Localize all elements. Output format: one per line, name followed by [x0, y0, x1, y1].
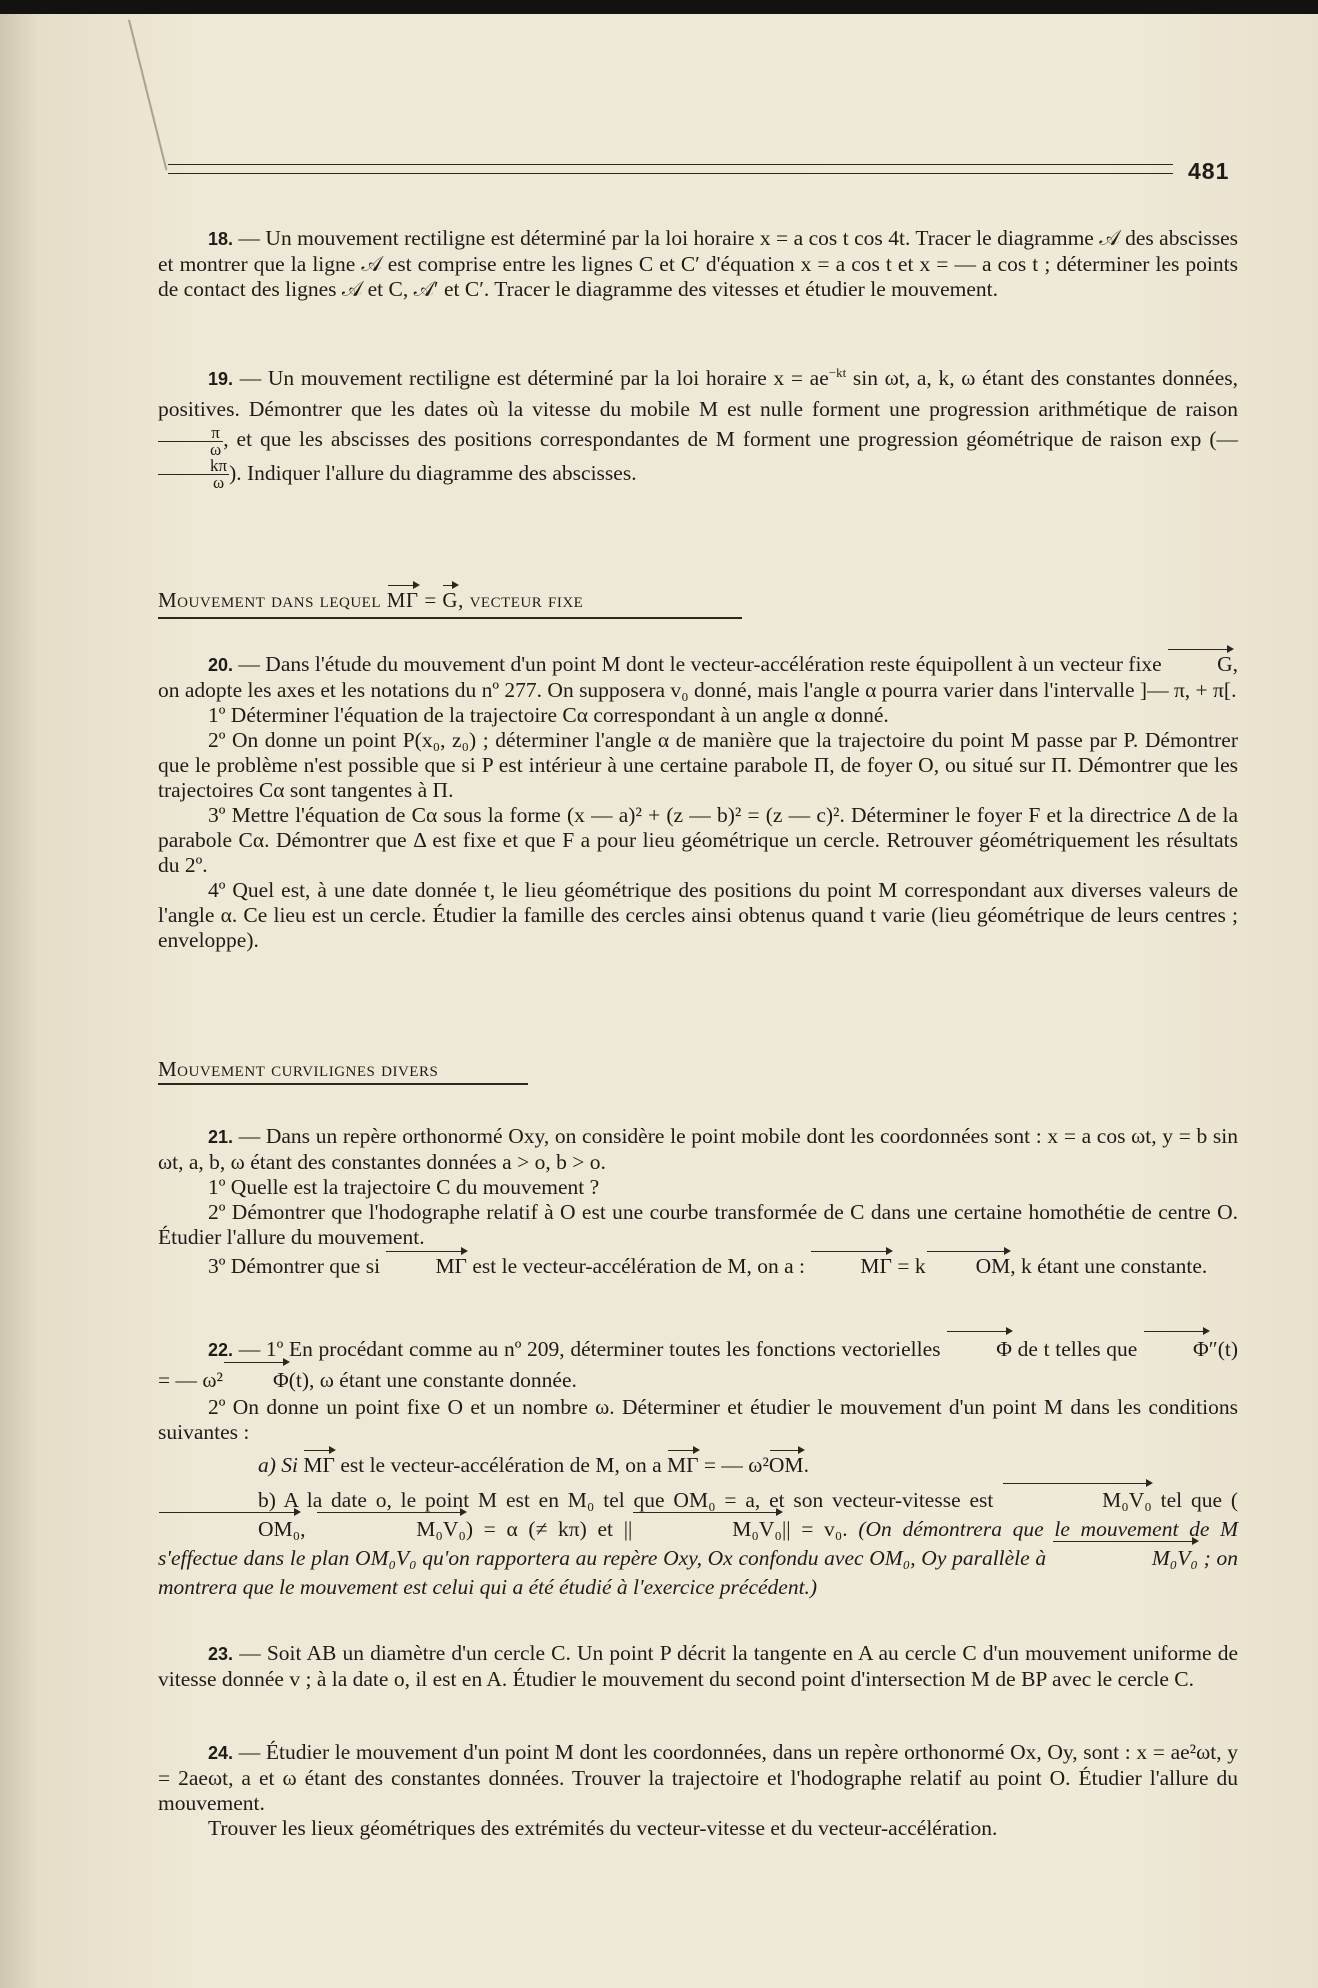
fraction-denominator: ω — [210, 439, 222, 459]
text-italic: (On démontrera que le mouvement de M s'effectue dans le plan OM₀V₀ qu'on rapportera au repère Oxy, Ox confondu avec OM₀, Oy parallèle à — [158, 1517, 1239, 1570]
exercise-23 — [158, 1641, 1238, 1692]
exercise-18 — [158, 226, 1238, 302]
vector-m0v0: M₀V₀ — [1052, 1544, 1198, 1573]
exercise-number: 20. — [208, 655, 234, 675]
section-title-part: = — [418, 588, 443, 612]
vector-mgamma: MΓ — [667, 1453, 699, 1477]
section-heading-curvilinear: Mouvement curvilignes divers — [158, 1057, 439, 1081]
question-2: 2º On donne un point fixe O et un nombre ω. Déterminer et étudier le mouvement d'un point M dans les conditions suivantes : — [158, 1395, 1238, 1444]
fraction-denominator: ω — [212, 473, 225, 493]
section-heading-fixed-vector — [158, 588, 583, 613]
paren-close: ) — [229, 460, 237, 485]
exercise-text: — Soit AB un diamètre d'un cercle C. Un point P décrit la tangente en A au cercle C d'un mouvement uniforme de vitesse donnée v ; à la date o, il est en A. Étudier le mouvement du second point d'intersection M de BP avec le cercle C. — [158, 1641, 1239, 1691]
exercise-text: — Étudier le mouvement d'un point M dont les coordonnées, dans un repère orthonormé Ox, Oy, sont : x = ae²ωt, y = 2aeωt, a et ω étant des constantes données. Trouver la trajectoire et l'hodographe relatif au point O. Étudier l'allure du mouvement. — [158, 1740, 1239, 1815]
vector-phi: Φ — [223, 1365, 289, 1395]
exercise-text-4: . Indiquer l'allure du diagramme des abscisses. — [236, 460, 637, 485]
vector-mgamma: MΓ — [386, 588, 419, 612]
exercise-number: 21. — [208, 1127, 234, 1147]
section-title-part: Mouvement dans lequel — [158, 588, 387, 612]
exponent: −kt — [828, 365, 847, 380]
text: de t telles que — [1011, 1337, 1144, 1361]
vector-mgamma: MΓ — [810, 1254, 892, 1279]
vector-g: G — [1167, 652, 1233, 677]
question-2: 2º On donne un point P(x₀, z₀) ; déterminer l'angle α de manière que la trajectoire du point M passe par P. Démontrer que le problème n'est possible que si P est intérieur à une certaine parabole Π, de foyer O, ou situé sur Π. Démontrer que les trajectoires Cα sont tangentes à Π. — [158, 728, 1238, 802]
text: = — ω² — [698, 1453, 769, 1477]
exercise-19 — [158, 358, 1238, 491]
vector-m0v0: M₀V₀ — [632, 1515, 782, 1544]
exercise-number: 22. — [208, 1340, 234, 1360]
exercise-24 — [158, 1740, 1238, 1841]
case-b — [158, 1486, 1238, 1602]
text: || = v₀. — [781, 1517, 859, 1541]
text: = k — [891, 1254, 926, 1278]
section-title-part: , vecteur fixe — [458, 588, 584, 612]
exercise-20 — [158, 652, 1238, 953]
vector-om0: OM₀ — [158, 1515, 300, 1544]
exercise-last-line: Trouver les lieux géométriques des extrémités du vecteur-vitesse et du vecteur-accélération. — [208, 1816, 998, 1840]
text: b) A la date o, le point M est en M₀ tel que OM₀ = a, et son vecteur-vitesse est — [258, 1488, 1003, 1512]
vector-mgamma: MΓ — [385, 1254, 467, 1279]
text: , — [300, 1517, 317, 1541]
text: est le vecteur-accélération de M, on a — [334, 1453, 667, 1477]
exercise-22 — [158, 1334, 1238, 1602]
exercise-number: 19. — [208, 369, 234, 390]
fraction-kpi-omega — [158, 458, 229, 491]
exercise-21 — [158, 1124, 1238, 1279]
text: tel que ( — [1151, 1488, 1238, 1512]
question-2: 2º Démontrer que l'hodographe relatif à O est une courbe transformée de C dans une certaine homothétie de centre O. Étudier l'allure du mouvement. — [158, 1200, 1238, 1249]
text: a) Si — [258, 1453, 304, 1477]
exercise-text: — Dans un repère orthonormé Oxy, on considère le point mobile dont les coordonnées sont : x = a cos ωt, y = b sin ωt, a, b, ω étant des constantes données a > o, b > o. — [158, 1124, 1239, 1174]
exercise-text: — Dans l'étude du mouvement d'un point M dont le vecteur-accélération reste équipollent à un vecteur fixe — [238, 652, 1168, 676]
text: . — [803, 1453, 809, 1477]
vector-om: OM — [926, 1254, 1011, 1279]
exercise-text: — Un mouvement rectiligne est déterminé par la loi horaire x = a cos t cos 4t. Tracer le diagramme 𝒜 des abscisses et montrer que la ligne 𝒜 est comprise entre les lignes C et C′ d'équation x = a cos t et x = — a cos t ; déterminer les points de contact des lignes 𝒜 et C, 𝒜′ et C′. Tracer le diagramme des vitesses et étudier le mouvement. — [158, 226, 1238, 301]
exercise-text-2: sin ωt, a, k, ω étant des constantes données, positives. Démontrer que les dates où la vitesse du mobile M est nulle forment une progression arithmétique de raison — [158, 366, 1238, 422]
question-4: 4º Quel est, à une date donnée t, le lieu géométrique des positions du point M correspondant aux diverses valeurs de l'angle α. Ce lieu est un cercle. Étudier la famille des cercles ainsi obtenus quand t varie (lieu géométrique de leurs centres ; enveloppe). — [158, 878, 1238, 952]
exercise-text-2: , on adopte les axes et les notations du nº 277. On supposera v₀ donné, mais l'angle α pourra varier dans l'intervalle ]— π, + π[. — [158, 652, 1238, 702]
text: 3º Démontrer que si — [208, 1254, 386, 1278]
vector-mgamma: MΓ — [303, 1453, 335, 1477]
vector-phi: Φ — [946, 1334, 1012, 1364]
header-rule — [168, 164, 1173, 174]
vector-m0v0: M₀V₀ — [1002, 1486, 1152, 1515]
question-3: 3º Mettre l'équation de Cα sous la forme (x — a)² + (z — b)² = (z — c)². Déterminer le foyer F et la directrice Δ de la parabole Cα. Démontrer que Δ est fixe et que F a pour lieu géométrique un cercle. Retrouver géométriquement les résultats du 2º. — [158, 803, 1238, 877]
text: , k étant une constante. — [1010, 1254, 1208, 1278]
vector-om: OM — [768, 1453, 804, 1477]
text: ) = α (≠ kπ) et || — [465, 1517, 633, 1541]
text: (t), ω étant une constante donnée. — [288, 1368, 577, 1392]
page-number: 481 — [1188, 158, 1230, 184]
question-3 — [158, 1254, 1238, 1279]
case-a — [158, 1453, 1238, 1478]
text: ″(t) = — ω² — [158, 1337, 1238, 1392]
exercise-number: 24. — [208, 1743, 234, 1763]
scan-top-border — [0, 0, 1318, 14]
paren-open: (— — [1209, 427, 1238, 452]
fraction-pi-omega — [158, 422, 223, 459]
fraction-numerator: π — [158, 425, 223, 442]
question-1: 1º Déterminer l'équation de la trajectoire Cα correspondant à un angle α donné. — [208, 703, 889, 727]
vector-g: G — [442, 588, 459, 612]
exercise-number: 18. — [208, 229, 234, 249]
text: est le vecteur-accélération de M, on a : — [466, 1254, 811, 1278]
exercise-number: 23. — [208, 1644, 234, 1664]
vector-phi: Φ — [1143, 1334, 1209, 1364]
question-1: 1º Quelle est la trajectoire C du mouvement ? — [208, 1175, 600, 1199]
section-underline — [158, 1083, 528, 1085]
section-underline — [158, 617, 742, 619]
text-italic: ; on montrera que le mouvement est celui qui a été étudié à l'exercice précédent.) — [158, 1546, 1238, 1599]
exercise-text: — Un mouvement rectiligne est déterminé par la loi horaire x = ae — [239, 366, 829, 391]
exercise-text-3: , et que les abscisses des positions correspondantes de M forment une progression géométrique de raison exp — [223, 427, 1210, 452]
fraction-numerator: kπ — [158, 458, 229, 475]
text: — 1º En procédant comme au nº 209, déterminer toutes les fonctions vectorielles — [238, 1337, 947, 1361]
vector-m0v0: M₀V₀ — [316, 1515, 466, 1544]
